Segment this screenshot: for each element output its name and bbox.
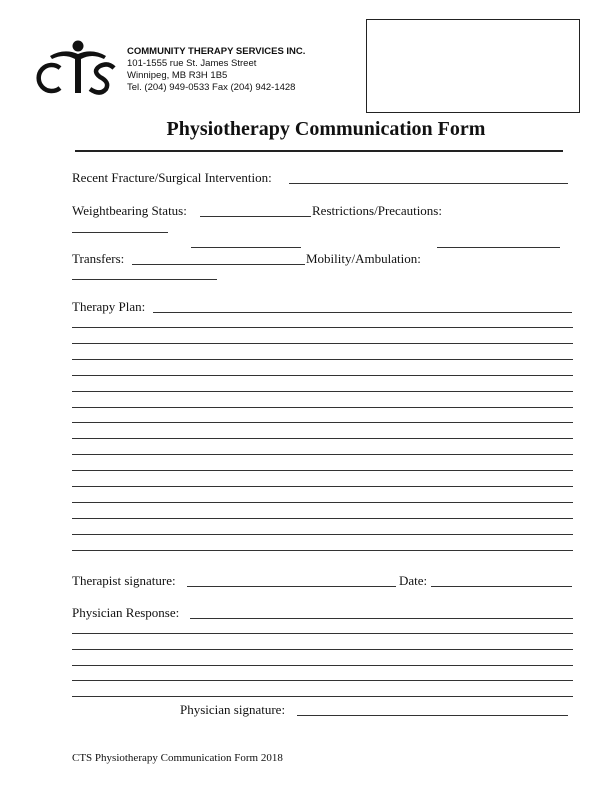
- logo-s-icon: [90, 64, 114, 92]
- restrictions-label: Restrictions/Precautions:: [312, 203, 442, 218]
- date-label: Date:: [399, 573, 428, 588]
- physician-signature-field[interactable]: [297, 702, 568, 716]
- title-rule: [75, 150, 563, 152]
- writing-line[interactable]: [72, 502, 573, 503]
- contact-line: Tel. (204) 949-0533 Fax (204) 942-1428: [127, 82, 296, 93]
- transfers-field[interactable]: [132, 251, 305, 265]
- mobility-label: Mobility/Ambulation:: [306, 251, 421, 266]
- writing-line[interactable]: [72, 680, 573, 681]
- writing-line[interactable]: [72, 550, 573, 551]
- therapist-signature-field[interactable]: [187, 573, 396, 587]
- writing-line[interactable]: [72, 696, 573, 697]
- address-line-1: 101-1555 rue St. James Street: [127, 58, 257, 69]
- physician-signature-label: Physician signature:: [180, 702, 286, 717]
- logo-head-icon: [73, 41, 84, 52]
- org-name: COMMUNITY THERAPY SERVICES INC.: [127, 46, 306, 57]
- writing-line[interactable]: [72, 343, 573, 344]
- mobility-extra-field[interactable]: [437, 234, 560, 248]
- fracture-field[interactable]: [289, 170, 568, 184]
- writing-line[interactable]: [72, 470, 573, 471]
- logo-c-icon: [39, 65, 60, 91]
- transfers-extra-field[interactable]: [191, 234, 301, 248]
- date-field[interactable]: [431, 573, 572, 587]
- org-address-block: [127, 46, 305, 94]
- therapy-plan-label: Therapy Plan:: [72, 299, 146, 314]
- restrictions-field[interactable]: [72, 219, 168, 233]
- address-line-2: Winnipeg, MB R3H 1B5: [127, 70, 228, 81]
- writing-line[interactable]: [72, 649, 573, 650]
- therapist-signature-label: Therapist signature:: [72, 573, 176, 588]
- weightbearing-label: Weightbearing Status:: [72, 203, 187, 218]
- writing-line[interactable]: [72, 486, 573, 487]
- writing-line[interactable]: [72, 665, 573, 666]
- transfers-label: Transfers:: [72, 251, 125, 266]
- writing-line[interactable]: [72, 407, 573, 408]
- writing-line[interactable]: [72, 518, 573, 519]
- cts-logo: [32, 38, 122, 96]
- writing-line[interactable]: [72, 327, 573, 328]
- therapy-plan-field[interactable]: [153, 299, 572, 313]
- footer-text: CTS Physiotherapy Communication Form 2018: [72, 752, 283, 764]
- writing-line[interactable]: [72, 359, 573, 360]
- physician-response-label: Physician Response:: [72, 605, 180, 620]
- writing-line[interactable]: [72, 454, 573, 455]
- stamp-box: [366, 19, 580, 113]
- mobility-field[interactable]: [72, 266, 217, 280]
- writing-line[interactable]: [72, 422, 573, 423]
- physician-response-field[interactable]: [190, 605, 573, 619]
- weightbearing-field[interactable]: [200, 203, 311, 217]
- writing-line[interactable]: [72, 391, 573, 392]
- writing-line[interactable]: [72, 438, 573, 439]
- writing-line[interactable]: [72, 534, 573, 535]
- form-title: Physiotherapy Communication Form: [166, 118, 486, 140]
- writing-line[interactable]: [72, 375, 573, 376]
- writing-line[interactable]: [72, 633, 573, 634]
- fracture-label: Recent Fracture/Surgical Intervention:: [72, 170, 272, 185]
